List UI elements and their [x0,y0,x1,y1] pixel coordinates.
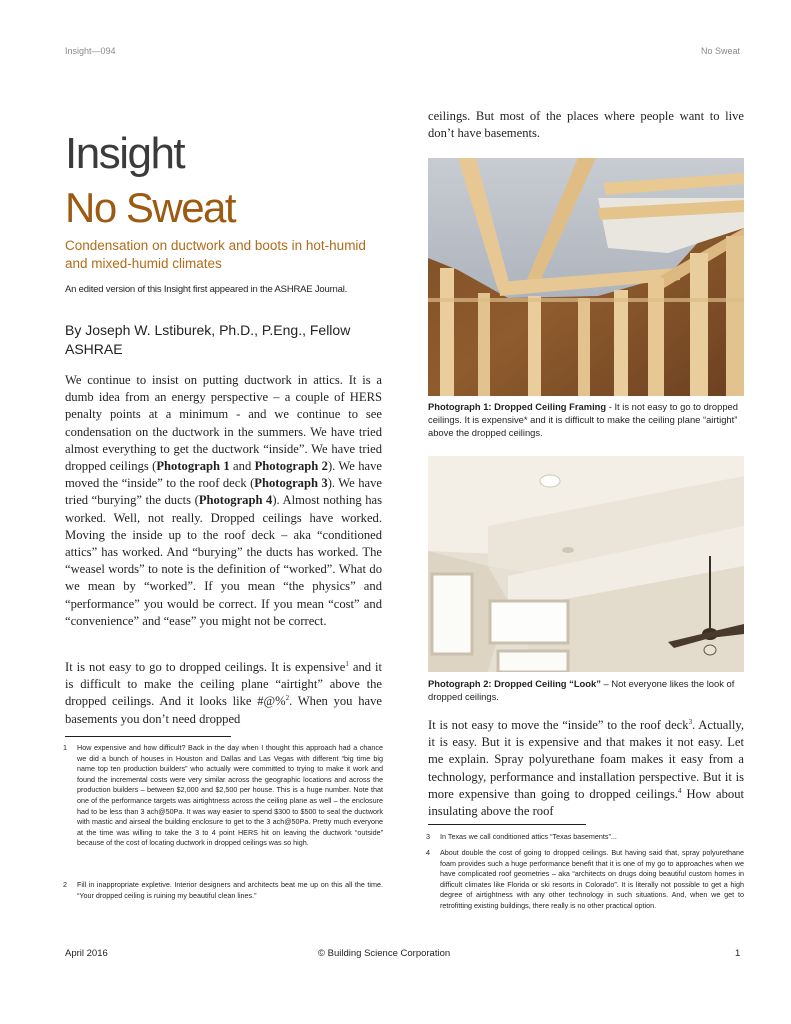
page-title: Insight [65,129,185,178]
right-column-top-text: ceilings. But most of the places where people want to live don’t have basements. [428,109,744,141]
paragraph-2 [65,659,382,728]
para3-text-b: . Actually, it is easy. But it is expensive and that makes it not easy. Let me explain. Spray polyurethane foam makes it easy from a technology, performance and installation perspective. But it is more expensive than going to dropped ceilings. [428,718,744,801]
footnote-3-text: In Texas we call conditioned attics “Texas basements”... [440,832,617,841]
photo3-ref: Photograph 3 [254,476,328,491]
para3-text-a: It is not easy to move the “inside” to the roof deck [428,718,689,732]
footer-copyright: © Building Science Corporation [318,948,451,959]
footnote-3 [426,832,744,843]
footnote-4-number: 4 [426,848,430,857]
footnote-ref-4: 4 [678,786,682,795]
running-header-left: Insight—094 [65,46,116,56]
para2-text-c: . When you have basements you don’t need dropped [65,694,382,726]
para1-text-f: ). Almost nothing has worked. Well, not really. Dropped ceilings have worked. Moving the inside up to the roof deck – aka “conditioned attics” has worked. And “burying” the ducts has worked. The “weasel words” to note is the definition of “worked”. What do we mean by “worked”. If you mean “the physics” and “performance” you would be correct. If you mean “cost” and “convenience” and “ease” you might not be correct. [65,493,382,628]
footnote-3-number: 3 [426,832,430,841]
photo2-ref: Photograph 2 [254,459,328,474]
para2-text-b: and it is difficult to make the ceiling plane “airtight” above the dropped ceilings. And it looks like #@% [65,660,382,709]
para1-text-e: ). We have tried “burying” the ducts ( [65,476,382,508]
page-subtitle-title: No Sweat [65,184,236,231]
photo1-caption [428,400,744,439]
footnote-4 [426,848,744,912]
footnote-divider-left [65,736,231,737]
footnote-1 [63,743,383,849]
photo1-image [428,158,744,396]
photo2-image [428,456,744,672]
footnote-ref-3: 3 [688,717,693,726]
photo2-caption-text: – Not everyone likes the look of dropped ceilings. [428,678,735,702]
photo2-caption [428,677,744,703]
footnote-ref-1: 1 [345,659,349,668]
subtitle: Condensation on ductwork and boots in hot-humid and mixed-humid climates [65,238,366,271]
footnote-divider-right [428,824,586,825]
page-number: 1 [735,948,741,959]
photograph-1 [428,158,744,396]
para1-text-d: ). We have moved the “inside” to the roof deck ( [65,459,383,491]
footnote-2-text: Fill in inappropriate expletive. Interior designers and architects beat me up on this all the time. “Your dropped ceiling is ruining my beautiful clean lines.” [77,880,383,900]
photo1-ref: Photograph 1 [156,459,230,474]
edit-note: An edited version of this Insight first appeared in the ASHRAE Journal. [65,284,348,295]
footnote-4-text: About double the cost of going to dropped ceilings. But having said that, spray polyurethane foam provides such a huge performance benefit that it is one of my go to approaches when we have complicated roof geometries – aka “architects on drugs doing beautiful custom homes in difficult climates like Florida or ski resorts in Colorado”. It is literally not possible to get a high degree of airtightness with any other technology in such situations. And, when we get to retrofitting existing buildings, there really is no other practical option. [440,848,744,910]
paragraph-3 [428,717,744,820]
footer-date: April 2016 [65,948,108,959]
footnote-2 [63,880,383,901]
footnote-2-number: 2 [63,880,67,889]
footnote-ref-2: 2 [285,694,290,703]
paragraph-1 [65,372,382,630]
photograph-2 [428,456,744,672]
para1-text-a: We continue to insist on putting ductwork in attics. It is a dumb idea from an energy perspective – a couple of HERS penalty points at a minimum - and we continue to see condensation on the ductwork in the summers. We have tried almost everything to get the ductwork “inside”. We have tried dropped ceilings ( [65,373,382,474]
photo4-ref: Photograph 4 [198,493,273,508]
photo1-caption-label: Photograph 1: Dropped Ceiling Framing [428,401,607,412]
running-header-right: No Sweat [700,46,740,56]
para3-text-c: How about insulating above the roof [428,786,744,819]
footnote-1-number: 1 [63,743,67,752]
photo2-caption-label: Photograph 2: Dropped Ceiling “Look” [428,678,601,689]
byline: By Joseph W. Lstiburek, Ph.D., P.Eng., Fellow ASHRAE [65,322,351,357]
para2-text-a: It is not easy to go to dropped ceilings. It is expensive [65,660,346,674]
footnote-1-text: How expensive and how difficult? Back in the day when I thought this approach had a chance we did a bunch of houses in Houston and Dallas and Las Vegas with different “big time big name top ten production builders” who actually were committed to trying to make it work and found the incremental costs were very similar across the geographic locations and across the production builders – between $2,000 and $2,500 per house. This is a huge number. Note that one of the performance targets was airtightness across the ceiling plane as well – the enclosure had to be less than 3 ach@50Pa. It was way easier to spend $300 to $500 to seal the ductwork with mastic and airseal the building enclosure to get to the 3 ach@50Pa. Pretty much everyone at the time was willing to take the 3 to 4 point HERS hit on leaving the ductwork “outside” because of the cost of locating ductwork in dropped ceilings was so high. [77,743,383,848]
photo1-caption-text: - It is not easy to go to dropped ceilings. It is expensive* and it is difficult to make the ceiling plane “airtight” above the dropped ceilings. [428,401,738,438]
para1-text-c: and [229,459,255,474]
